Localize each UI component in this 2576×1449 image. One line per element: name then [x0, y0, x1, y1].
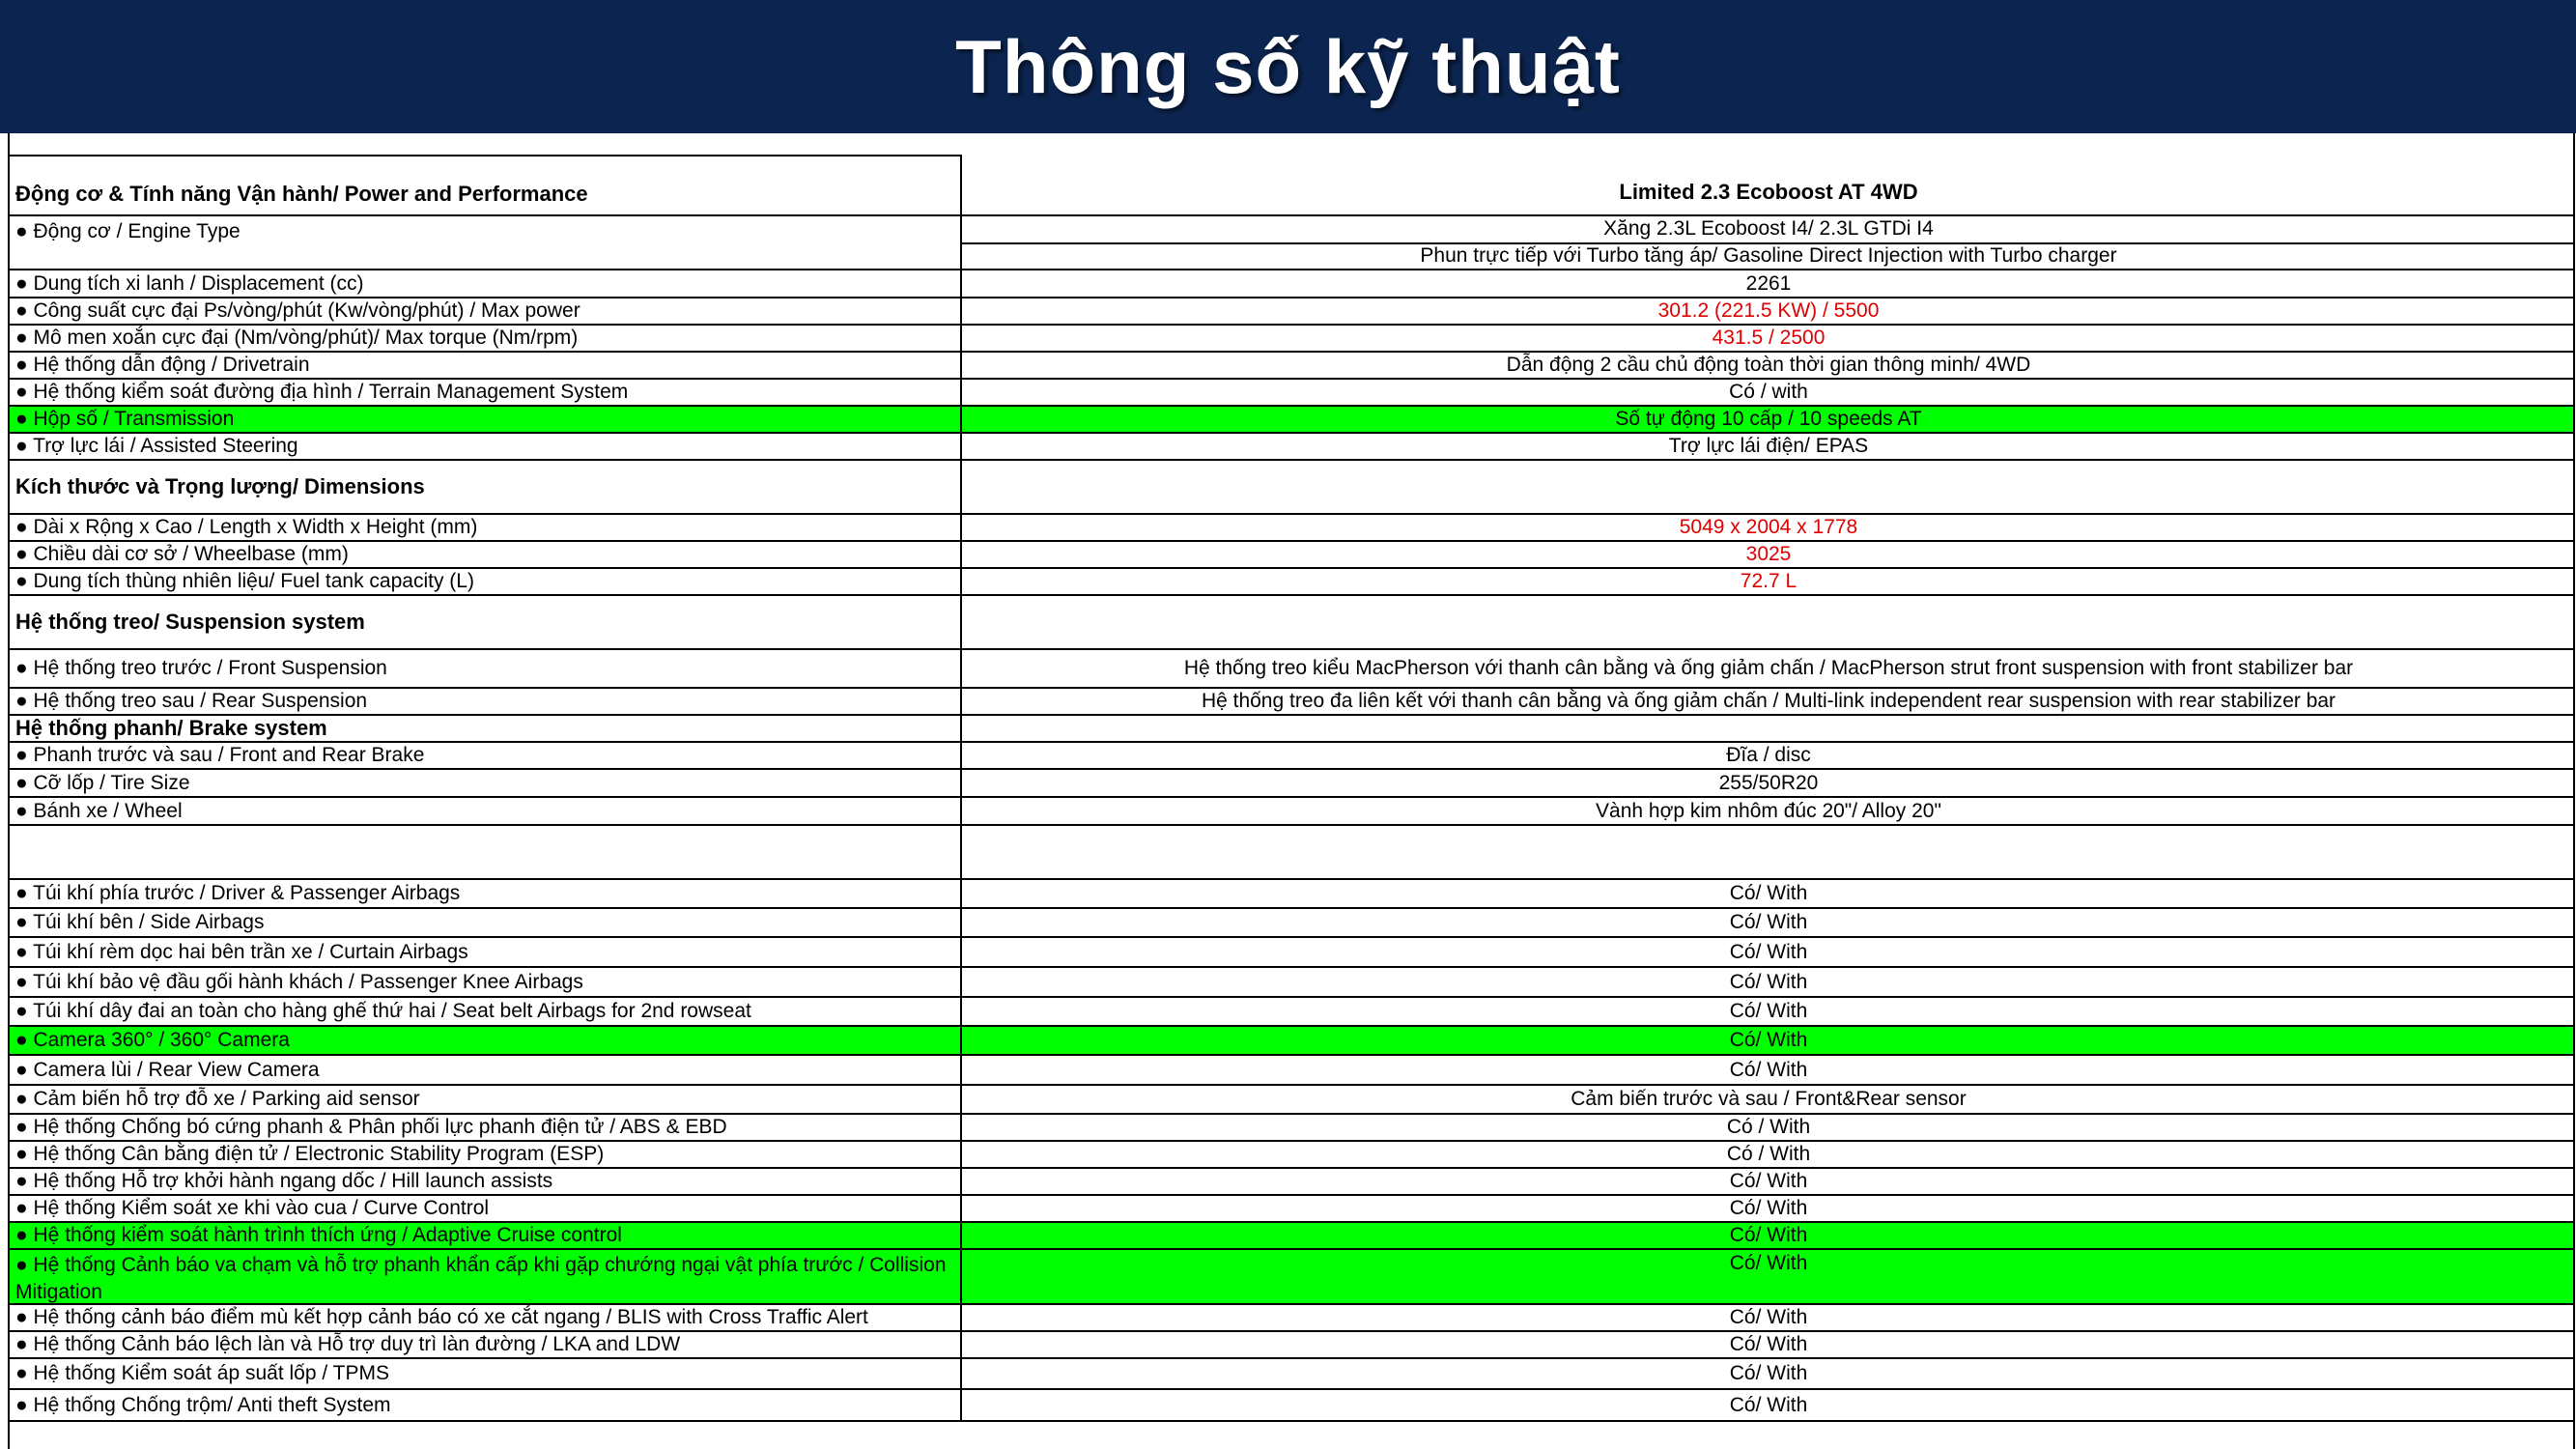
table-row [10, 936, 2575, 966]
table-row [10, 324, 2575, 351]
spec-label [10, 826, 962, 878]
table-bottom-border [10, 1420, 2575, 1422]
table-row [10, 214, 2575, 269]
spec-value: Có/ With [1729, 1029, 1808, 1051]
spec-label: ● Hệ thống Kiểm soát xe khi vào cua / Curve Control [10, 1196, 962, 1221]
spec-value: Có/ With [1729, 1197, 1808, 1219]
spec-label: ● Hệ thống Kiểm soát áp suất lốp / TPMS [10, 1359, 962, 1388]
spec-label: ● Dung tích xi lanh / Displacement (cc) [10, 270, 962, 297]
table-row [10, 907, 2575, 936]
spec-label: ● Camera lùi / Rear View Camera [10, 1056, 962, 1084]
table-right-border [2573, 133, 2575, 1449]
table-row [10, 378, 2575, 405]
spec-value: Có / With [1726, 1143, 1811, 1165]
spec-label: ● Hệ thống kiểm soát đường địa hình / Terrain Management System [10, 380, 962, 405]
spec-label: ● Hệ thống cảnh báo điểm mù kết hợp cảnh báo có xe cắt ngang / BLIS with Cross Traffic Alert [10, 1305, 962, 1330]
spec-label: ● Chiều dài cơ sở / Wheelbase (mm) [10, 542, 962, 567]
table-row [10, 567, 2575, 594]
spec-label: ● Công suất cực đại Ps/vòng/phút (Kw/vòng/phút) / Max power [10, 298, 962, 324]
table-row [10, 966, 2575, 996]
section-title: Kích thước và Trọng lượng/ Dimensions [10, 461, 962, 513]
spec-label: ● Mô men xoắn cực đại (Nm/vòng/phút)/ Max torque (Nm/rpm) [10, 326, 962, 351]
spec-label: ● Túi khí bên / Side Airbags [10, 909, 962, 936]
spec-label: ● Hệ thống Cân bằng điện tử / Electronic Stability Program (ESP) [10, 1142, 962, 1167]
table-row [10, 1113, 2575, 1140]
spec-label: ● Hệ thống Cảnh báo va chạm và hỗ trợ phanh khẩn cấp khi gặp chướng ngại vật phía trước / Collision Mitigation [10, 1250, 962, 1303]
page-title: Thông số kỹ thuật [955, 23, 1621, 109]
spec-value: 255/50R20 [1718, 771, 1819, 794]
table-row [10, 1167, 2575, 1194]
spec-label: ● Động cơ / Engine Type [10, 216, 962, 269]
table-row [10, 540, 2575, 567]
table-row [10, 878, 2575, 907]
table-row [10, 996, 2575, 1025]
spec-value: Có / With [1726, 1116, 1811, 1138]
spec-value: 431.5 / 2500 [1712, 327, 1826, 349]
spec-value: Có/ With [1729, 1393, 1808, 1416]
section-title: Hệ thống treo/ Suspension system [10, 596, 962, 648]
section-row [10, 714, 2575, 741]
table-row [10, 513, 2575, 540]
spec-label: ● Hệ thống Chống bó cứng phanh & Phân phối lực phanh điện tử / ABS & EBD [10, 1115, 962, 1140]
table-row [10, 1025, 2575, 1054]
model-name: Limited 2.3 Ecoboost AT 4WD [1619, 180, 1918, 204]
table-row [10, 1054, 2575, 1084]
spec-label: ● Hệ thống kiểm soát hành trình thích ứng / Adaptive Cruise control [10, 1223, 962, 1248]
spec-value: Có/ With [1729, 1306, 1808, 1328]
spec-label: ● Bánh xe / Wheel [10, 798, 962, 824]
spec-value: Đĩa / disc [1726, 744, 1811, 766]
spec-value: Có/ With [1729, 1170, 1808, 1192]
title-banner [0, 0, 2576, 133]
spec-value: 5049 x 2004 x 1778 [1679, 516, 1858, 538]
table-row [10, 1221, 2575, 1248]
table-row [10, 1194, 2575, 1221]
spec-label: ● Dài x Rộng x Cao / Length x Width x Height (mm) [10, 515, 962, 540]
spec-value: Có / with [1729, 381, 1808, 403]
table-row [10, 351, 2575, 378]
spec-label: ● Trợ lực lái / Assisted Steering [10, 434, 962, 459]
spec-value: 3025 [1745, 543, 1792, 565]
spec-label: ● Hệ thống Hỗ trợ khởi hành ngang dốc / Hill launch assists [10, 1169, 962, 1194]
spec-label: ● Camera 360° / 360° Camera [10, 1027, 962, 1054]
spec-value [962, 826, 2575, 878]
spec-label: ● Hệ thống Chống trộm/ Anti theft System [10, 1390, 962, 1420]
spec-value: Cảm biến trước và sau / Front&Rear sensor [1571, 1088, 1967, 1110]
spec-value [962, 716, 2575, 741]
spec-value: Có/ With [1729, 940, 1808, 963]
spec-value-secondary: Phun trực tiếp với Turbo tăng áp/ Gasoline Direct Injection with Turbo charger [1420, 244, 2117, 267]
section-title: Hệ thống phanh/ Brake system [10, 716, 962, 741]
spec-label: ● Hệ thống treo sau / Rear Suspension [10, 689, 962, 714]
spec-value: Hệ thống treo đa liên kết với thanh cân bằng và ống giảm chấn / Multi-link independent rear suspension with rear stabilizer bar [1201, 690, 2336, 712]
spec-value: Xăng 2.3L Ecoboost I4/ 2.3L GTDi I4 [1603, 217, 1934, 240]
table-row [10, 1388, 2575, 1420]
table-row [10, 269, 2575, 297]
spec-label: ● Túi khí bảo vệ đầu gối hành khách / Passenger Knee Airbags [10, 968, 962, 996]
spec-value: 301.2 (221.5 KW) / 5500 [1657, 299, 1880, 322]
spec-label: ● Hệ thống Cảnh báo lệch làn và Hỗ trợ duy trì làn đường / LKA and LDW [10, 1332, 962, 1357]
spec-value: Có/ With [1729, 1362, 1808, 1384]
table-row [10, 405, 2575, 432]
spec-label: ● Hệ thống treo trước / Front Suspension [10, 650, 962, 687]
spec-value: Có/ With [1729, 1224, 1808, 1246]
spec-label: ● Túi khí rèm dọc hai bên trần xe / Curtain Airbags [10, 938, 962, 966]
spec-value [962, 596, 2575, 648]
spec-value: Có/ With [1729, 1333, 1808, 1355]
spec-value [962, 461, 2575, 513]
section-row [10, 594, 2575, 648]
table-row [10, 1140, 2575, 1167]
section-title-power: Động cơ & Tính năng Vận hành/ Power and Performance [10, 155, 962, 214]
spec-value: Có/ With [1729, 1252, 1808, 1274]
spec-value: Vành hợp kim nhôm đúc 20"/ Alloy 20" [1596, 799, 1941, 822]
spec-label: ● Cỡ lốp / Tire Size [10, 770, 962, 796]
spec-value: Có/ With [1729, 911, 1808, 933]
spec-value: Hệ thống treo kiểu MacPherson với thanh cân bằng và ống giảm chấn / MacPherson strut front suspension with front stabilizer bar [1183, 657, 2354, 679]
spec-label: ● Cảm biến hỗ trợ đỗ xe / Parking aid sensor [10, 1086, 962, 1113]
spec-value: Dẫn động 2 cầu chủ động toàn thời gian thông minh/ 4WD [1506, 354, 2031, 376]
table-row [10, 1357, 2575, 1388]
table-row [10, 648, 2575, 687]
table-row [10, 796, 2575, 824]
spec-value: 72.7 L [1740, 570, 1798, 592]
spec-label: ● Dung tích thùng nhiên liệu/ Fuel tank capacity (L) [10, 569, 962, 594]
section-row [10, 459, 2575, 513]
table-row [10, 687, 2575, 714]
table-row [10, 824, 2575, 878]
spec-value: Có/ With [1729, 970, 1808, 993]
table-row [10, 1303, 2575, 1330]
spec-label: ● Túi khí phía trước / Driver & Passenger Airbags [10, 880, 962, 907]
table-row [10, 768, 2575, 796]
spec-value: Trợ lực lái điện/ EPAS [1668, 435, 1869, 457]
header-row [10, 155, 2575, 214]
table-row [10, 432, 2575, 459]
spec-value: Số tự động 10 cấp / 10 speeds AT [1615, 408, 1922, 430]
table-row [10, 1248, 2575, 1303]
spec-value: Có/ With [1729, 882, 1808, 904]
spec-table [8, 133, 2575, 1449]
table-row [10, 1330, 2575, 1357]
spec-value: 2261 [1745, 271, 1792, 295]
spec-label: ● Hệ thống dẫn động / Drivetrain [10, 353, 962, 378]
spec-label: ● Hộp số / Transmission [10, 407, 962, 432]
spec-label: ● Phanh trước và sau / Front and Rear Brake [10, 743, 962, 768]
spec-value: Có/ With [1729, 1000, 1808, 1022]
table-row [10, 741, 2575, 768]
table-row [10, 297, 2575, 324]
spec-label: ● Túi khí dây đai an toàn cho hàng ghế thứ hai / Seat belt Airbags for 2nd rowseat [10, 998, 962, 1025]
spec-value: Có/ With [1729, 1058, 1808, 1081]
table-row [10, 1084, 2575, 1113]
